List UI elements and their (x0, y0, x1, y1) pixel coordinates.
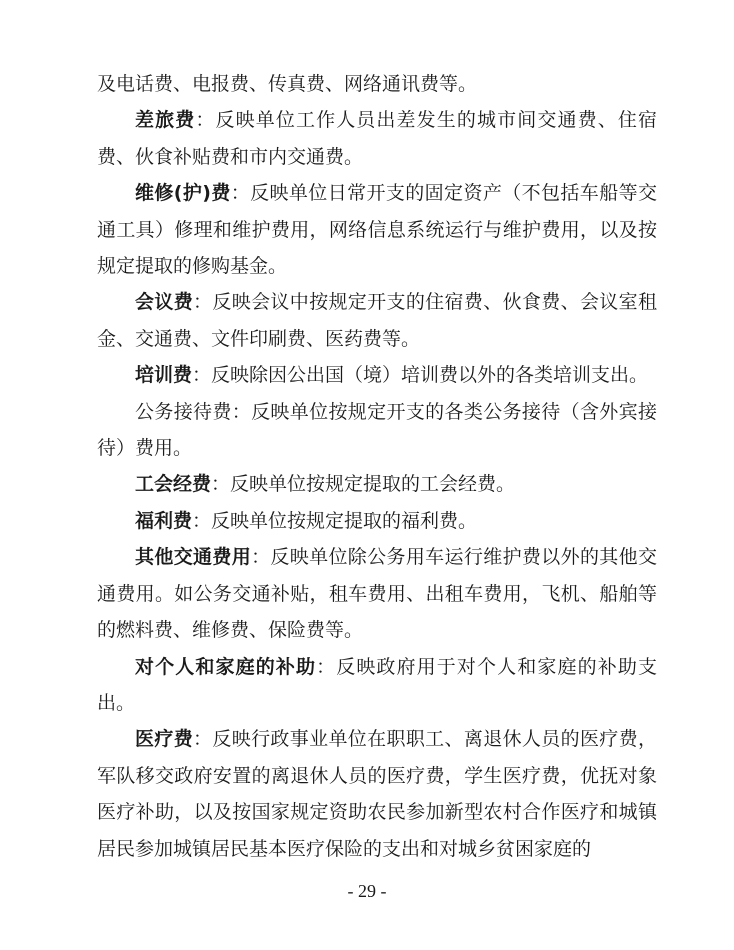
paragraph-text: ：反映单位工作人员出差发生的城市间交通费、住宿费、伙食补贴费和市内交通费。 (97, 109, 657, 168)
term-label: 培训费 (135, 364, 193, 387)
body-text (97, 66, 657, 867)
term-label: 其他交通费用 (135, 546, 252, 569)
paragraph-text: ：反映除因公出国（境）培训费以外的各类培训支出。 (192, 364, 649, 387)
paragraph-text: ：反映单位按规定提取的福利费。 (192, 509, 478, 532)
paragraph-text: 公务接待费：反映单位按规定开支的各类公务接待（含外宾接待）费用。 (97, 400, 657, 460)
paragraph-text: ：反映政府用于对个人和家庭的补助支出。 (97, 655, 657, 714)
paragraph-text: 及电话费、电报费、传真费、网络通讯费等。 (97, 73, 478, 95)
paragraph-other-transport (97, 539, 657, 648)
term-label: 差旅费 (135, 109, 196, 132)
page-number: - 29 - (347, 881, 387, 901)
term-label: 对个人和家庭的补助 (135, 655, 317, 678)
term-label: 福利费 (135, 509, 193, 532)
paragraph-phone-continuation (97, 66, 657, 102)
paragraph-text: ：反映单位日常开支的固定资产（不包括车船等交通工具）修理和维护费用，网络信息系统运行与维护费用，以及按规定提取的修购基金。 (97, 182, 657, 278)
paragraph-meeting-expenses (97, 284, 657, 357)
paragraph-travel-expenses (97, 102, 657, 175)
paragraph-maintenance-expenses (97, 175, 657, 284)
paragraph-medical-expenses (97, 721, 657, 867)
paragraph-text: ：反映单位除公务用车运行维护费以外的其他交通费用。如公务交通补贴，租车费用、出租车费用，飞机、船舶等的燃料费、维修费、保险费等。 (97, 546, 657, 642)
term-label: 会议费 (135, 291, 194, 314)
paragraph-training-expenses (97, 357, 657, 393)
paragraph-household-subsidy (97, 649, 657, 722)
paragraph-welfare-expenses (97, 503, 657, 539)
term-label: 工会经费 (135, 473, 212, 496)
paragraph-text: ：反映会议中按规定开支的住宿费、伙食费、会议室租金、交通费、文件印刷费、医药费等。 (97, 291, 657, 350)
paragraph-reception-expenses (97, 394, 657, 467)
paragraph-text: ：反映行政事业单位在职职工、离退休人员的医疗费，军队移交政府安置的离退休人员的医疗费，学生医疗费，优抚对象医疗补助，以及按国家规定资助农民参加新型农村合作医疗和城镇居民参加城镇居民基本医疗保险的支出和对城乡贫困家庭的 (97, 728, 657, 860)
term-label: 医疗费 (135, 728, 194, 751)
paragraph-union-funds (97, 466, 657, 502)
paragraph-text: ：反映单位按规定提取的工会经费。 (211, 473, 516, 496)
term-label: 维修(护)费 (135, 182, 231, 205)
